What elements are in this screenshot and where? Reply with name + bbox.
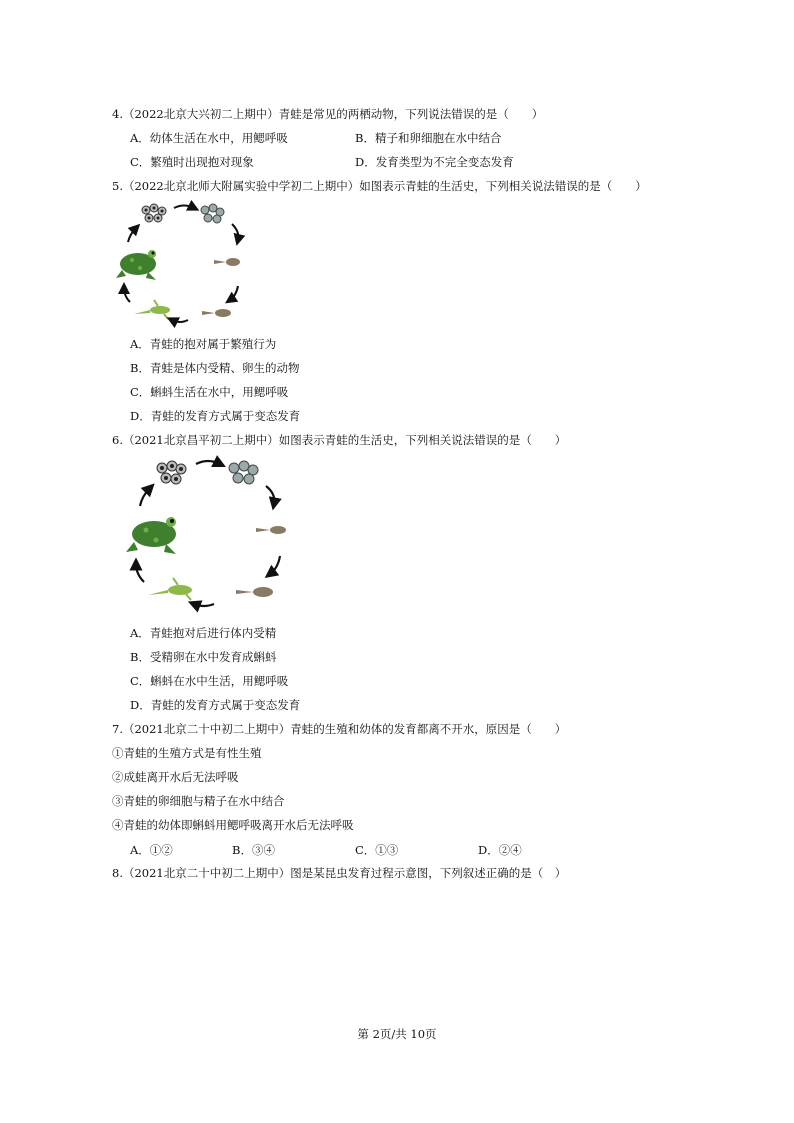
question-6-option-d: D．青蛙的发育方式属于变态发育 — [130, 698, 301, 712]
question-5-option-d: D．青蛙的发育方式属于变态发育 — [130, 409, 301, 423]
question-8-stem: 8.（2021北京二十中初二上期中）图是某昆虫发育过程示意图，下列叙述正确的是（ ） — [112, 866, 567, 880]
question-4-option-d: D．发育类型为不完全变态发育 — [355, 155, 514, 169]
question-4-option-c: C．繁殖时出现抱对现象 — [130, 155, 254, 169]
developing-egg-icon — [201, 204, 224, 223]
question-7-option-c: C．①③ — [355, 843, 399, 857]
tadpole-with-legs-icon — [236, 587, 273, 597]
question-5-stem: 5.（2022北京北师大附属实验中学初二上期中）如图表示青蛙的生活史，下列相关说法错误的是（ ） — [112, 179, 647, 193]
frog-life-cycle-figure-2 — [118, 454, 293, 614]
question-4-option-a: A．幼体生活在水中，用鳃呼吸 — [130, 131, 288, 145]
question-6-option-b: B．受精卵在水中发育成蝌蚪 — [130, 650, 277, 664]
question-7-statement-4: ④青蛙的幼体即蝌蚪用鳃呼吸离开水后无法呼吸 — [112, 818, 354, 832]
egg-mass-icon — [142, 204, 166, 222]
question-4-option-b: B．精子和卵细胞在水中结合 — [355, 131, 502, 145]
question-7-option-d: D．②④ — [478, 843, 522, 857]
tadpole-icon — [214, 258, 240, 266]
question-7-option-b: B．③④ — [232, 843, 275, 857]
question-7-statement-3: ③青蛙的卵细胞与精子在水中结合 — [112, 794, 285, 808]
question-7-stem: 7.（2021北京二十中初二上期中）青蛙的生殖和幼体的发育都离不开水，原因是（ ） — [112, 722, 567, 736]
tadpole-icon — [256, 526, 286, 534]
egg-mass-icon — [157, 461, 186, 484]
question-6-stem: 6.（2021北京昌平初二上期中）如图表示青蛙的生活史，下列相关说法错误的是（ ） — [112, 433, 567, 447]
developing-egg-icon — [229, 461, 258, 484]
question-7-option-a: A．①② — [130, 843, 173, 857]
tadpole-with-legs-icon — [202, 309, 231, 317]
question-5-option-b: B．青蛙是体内受精、卵生的动物 — [130, 361, 300, 375]
adult-frog-icon — [126, 517, 176, 554]
frog-life-cycle-figure-1 — [108, 198, 258, 333]
question-6-option-c: C．蝌蚪在水中生活，用鳃呼吸 — [130, 674, 289, 688]
froglet-icon — [148, 578, 192, 600]
question-6-option-a: A．青蛙抱对后进行体内受精 — [130, 626, 277, 640]
question-5-option-a: A．青蛙的抱对属于繁殖行为 — [130, 337, 277, 351]
question-7-statement-1: ①青蛙的生殖方式是有性生殖 — [112, 746, 262, 760]
page-number: 第 2页/共 10页 — [357, 1027, 437, 1041]
question-4-stem: 4.（2022北京大兴初二上期中）青蛙是常见的两栖动物，下列说法错误的是（ ） — [112, 107, 544, 121]
adult-frog-icon — [116, 250, 156, 280]
question-7-statement-2: ②成蛙离开水后无法呼吸 — [112, 770, 239, 784]
froglet-icon — [134, 300, 170, 319]
question-5-option-c: C．蝌蚪生活在水中，用鳃呼吸 — [130, 385, 289, 399]
